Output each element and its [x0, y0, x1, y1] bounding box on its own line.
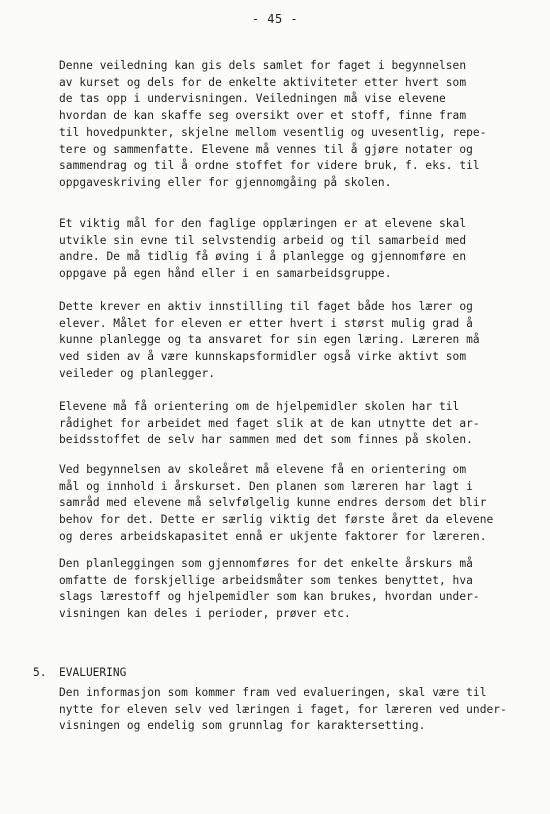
paragraph-guidance: [59, 58, 509, 192]
text-line: og deres arbeidskapasitet ennå er ukjente faktorer for læreren.: [59, 529, 487, 543]
text-line: oppgaveskriving eller for gjennomgåing på skolen.: [59, 175, 392, 189]
page-number: - 45 -: [251, 12, 299, 26]
text-line: ved siden av å være kunnskapsformidler også virke aktivt som: [59, 350, 467, 364]
text-line: samråd med elevene må selvfølgelig kunne endres dersom det blir: [59, 496, 487, 510]
text-line: Elevene må få orientering om de hjelpemidler skolen har til: [59, 400, 460, 413]
paragraph-attitude: [59, 299, 509, 383]
text-line: utvikle sin evne til selvstendig arbeid og til samarbeid med: [59, 233, 467, 247]
text-line: rådighet for arbeidet med faget slik at de kan utnytte det ar-: [59, 416, 480, 430]
section-heading: [33, 665, 126, 681]
text-line: behov for det. Dette er særlig viktig det første året da elevene: [59, 513, 494, 527]
text-line: sammendrag og til å ordne stoffet for videre bruk, f. eks. til: [59, 159, 480, 173]
text-line: visningen kan deles i perioder, prøver etc.: [59, 607, 351, 621]
text-line: oppgave på egen hånd eller i en samarbeidsgruppe.: [59, 267, 392, 281]
paragraph-school-year: [59, 462, 509, 546]
text-line: andre. De må tidlig få øving i å planlegge og gjennomføre en: [59, 250, 467, 264]
paragraph-goals: [59, 216, 509, 283]
text-line: Dette krever en aktiv innstilling til faget både hos lærer og: [59, 300, 473, 313]
paragraph-evaluation: [59, 685, 509, 735]
text-line: tere og sammenfatte. Elevene må vennes til å gjøre notater og: [59, 142, 473, 156]
text-line: slags lærestoff og hjelpemidler som kan brukes, hvordan under-: [59, 590, 480, 604]
paragraph-resources: [59, 399, 509, 449]
text-line: mål og innhold i årskurset. Den planen som læreren har lagt i: [59, 479, 473, 493]
section-title: EVALUERING: [59, 666, 127, 679]
text-line: visningen og endelig som grunnlag for karaktersetting.: [59, 719, 426, 733]
text-line: Den planleggingen som gjennomføres for det enkelte årskurs må: [59, 557, 473, 570]
text-line: nytte for eleven selv ved læringen i faget, for læreren ved under-: [59, 702, 507, 716]
text-line: Et viktig mål for den faglige opplæringen er at elevene skal: [59, 217, 467, 230]
text-line: elever. Målet for eleven er etter hvert i størst mulig grad å: [59, 316, 473, 330]
text-line: hvordan de kan skaffe seg oversikt over et stoff, finne fram: [59, 109, 467, 123]
text-line: Ved begynnelsen av skoleåret må elevene få en orientering om: [59, 463, 467, 476]
text-line: til hovedpunkter, skjelne mellom vesentlig og uvesentlig, repe-: [59, 125, 487, 139]
text-line: Denne veiledning kan gis dels samlet for faget i begynnelsen: [59, 59, 467, 72]
paragraph-planning: [59, 556, 509, 623]
text-line: veileder og planlegger.: [59, 366, 216, 380]
text-line: omfatte de forskjellige arbeidsmåter som tenkes benyttet, hva: [59, 573, 473, 587]
text-line: Den informasjon som kommer fram ved evalueringen, skal være til: [59, 686, 487, 699]
text-line: av kurset og dels for de enkelte aktiviteter etter hvert som: [59, 75, 467, 89]
text-line: kunne planlegge og ta ansvaret for sin egen læring. Læreren må: [59, 333, 480, 347]
section-number: 5.: [33, 666, 47, 679]
text-line: beidsstoffet de selv har sammen med det som finnes på skolen.: [59, 433, 473, 447]
text-line: de tas opp i undervisningen. Veiledningen må vise elevene: [59, 92, 446, 106]
